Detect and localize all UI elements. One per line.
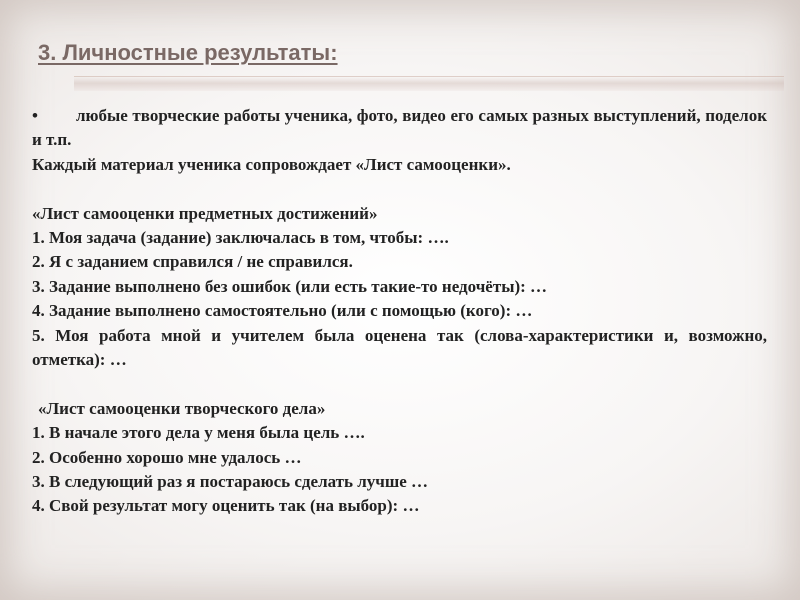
title-area [38, 40, 778, 100]
spacer [32, 177, 767, 201]
spacer [32, 372, 767, 396]
bullet-text: любые творческие работы ученика, фото, видео его самых разных выступлений, поделок и т.п. [32, 106, 767, 150]
slide-title: 3. Личностные результаты: [38, 40, 338, 65]
sheet2-item: 3. В следующий раз я постараюсь сделать лучше … [32, 472, 429, 492]
sheet1-item: 2. Я с заданием справился / не справился. [32, 252, 353, 272]
sheet2-item: 4. Свой результат могу оценить так (на выбор): … [32, 496, 420, 516]
sheet1-item: 4. Задание выполнено самостоятельно (или с помощью (кого): … [32, 301, 533, 321]
sheet1-heading: «Лист самооценки предметных достижений» [32, 203, 378, 223]
sheet1-item: 1. Моя задача (задание) заключалась в том, чтобы: …. [32, 228, 449, 248]
intro-text: Каждый материал ученика сопровождает «Лист самооценки». [32, 154, 511, 174]
sheet2-item: 1. В начале этого дела у меня была цель …. [32, 423, 365, 443]
sheet1-item: 3. Задание выполнено без ошибок (или есть такие-то недочёты): … [32, 276, 548, 296]
sheet2-item: 2. Особенно хорошо мне удалось … [32, 447, 302, 467]
bullet-icon: • [32, 106, 38, 125]
slide-body [32, 104, 767, 519]
sheet1-item: 5. Моя работа мной и учителем была оценена так (слова-характеристики и, возможно, отметка): … [32, 325, 767, 370]
title-decorative-rule [74, 76, 784, 91]
bullet-paragraph [32, 104, 767, 153]
sheet2-heading: «Лист самооценки творческого дела» [38, 398, 326, 418]
